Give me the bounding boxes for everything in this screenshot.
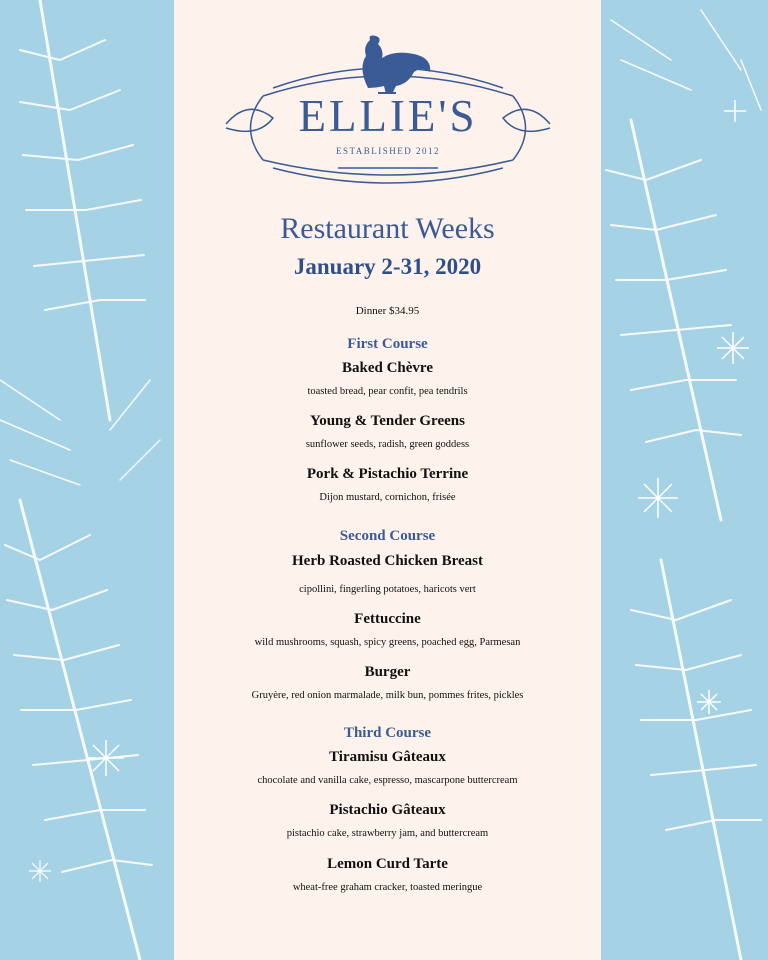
rooster-icon — [362, 36, 430, 95]
menu-page — [174, 0, 601, 960]
course-heading: First Course — [347, 336, 428, 352]
dish-description: sunflower seeds, radish, green goddess — [305, 439, 470, 450]
right-decoration — [601, 0, 768, 960]
logo-established: ESTABLISHED 2012 — [335, 146, 441, 156]
dish-name: Tiramisu Gâteaux — [329, 749, 446, 765]
logo-name: ELLIE'S — [298, 91, 478, 141]
dish-name: Pork & Pistachio Terrine — [306, 466, 469, 482]
dish-description: Gruyère, red onion marmalade, milk bun, pommes frites, pickles — [251, 690, 524, 701]
event-dates: January 2-31, 2020 — [293, 254, 482, 279]
dish-name: Young & Tender Greens — [310, 413, 465, 429]
dish-name: Herb Roasted Chicken Breast — [292, 553, 483, 569]
dish-description: pistachio cake, strawberry jam, and buttercream — [286, 828, 489, 839]
dish-name: Pistachio Gâteaux — [329, 802, 446, 818]
dish-name: Burger — [364, 664, 411, 680]
page-title: Restaurant Weeks — [280, 212, 495, 245]
dish-description: wheat-free graham cracker, toasted meringue — [292, 882, 483, 893]
dinner-price: Dinner $34.95 — [355, 305, 420, 317]
dish-description: toasted bread, pear confit, pea tendrils — [307, 386, 468, 397]
pine-branch-pattern — [0, 0, 174, 960]
dish-description: cipollini, fingerling potatoes, haricots vert — [299, 584, 476, 595]
dish-name: Baked Chèvre — [342, 360, 433, 376]
course-heading: Third Course — [343, 725, 432, 741]
dish-description: Dijon mustard, cornichon, frisée — [319, 492, 456, 503]
restaurant-logo — [218, 28, 558, 188]
pine-branch-pattern — [601, 0, 768, 960]
snowflake-icon — [88, 740, 124, 776]
snowflake-icon — [638, 100, 749, 714]
dish-description: chocolate and vanilla cake, espresso, mascarpone buttercream — [257, 775, 518, 786]
dish-name: Lemon Curd Tarte — [327, 856, 448, 872]
dish-name: Fettuccine — [354, 611, 421, 627]
left-decoration — [0, 0, 174, 960]
dish-description: wild mushrooms, squash, spicy greens, poached egg, Parmesan — [254, 637, 521, 648]
course-heading: Second Course — [339, 528, 436, 544]
